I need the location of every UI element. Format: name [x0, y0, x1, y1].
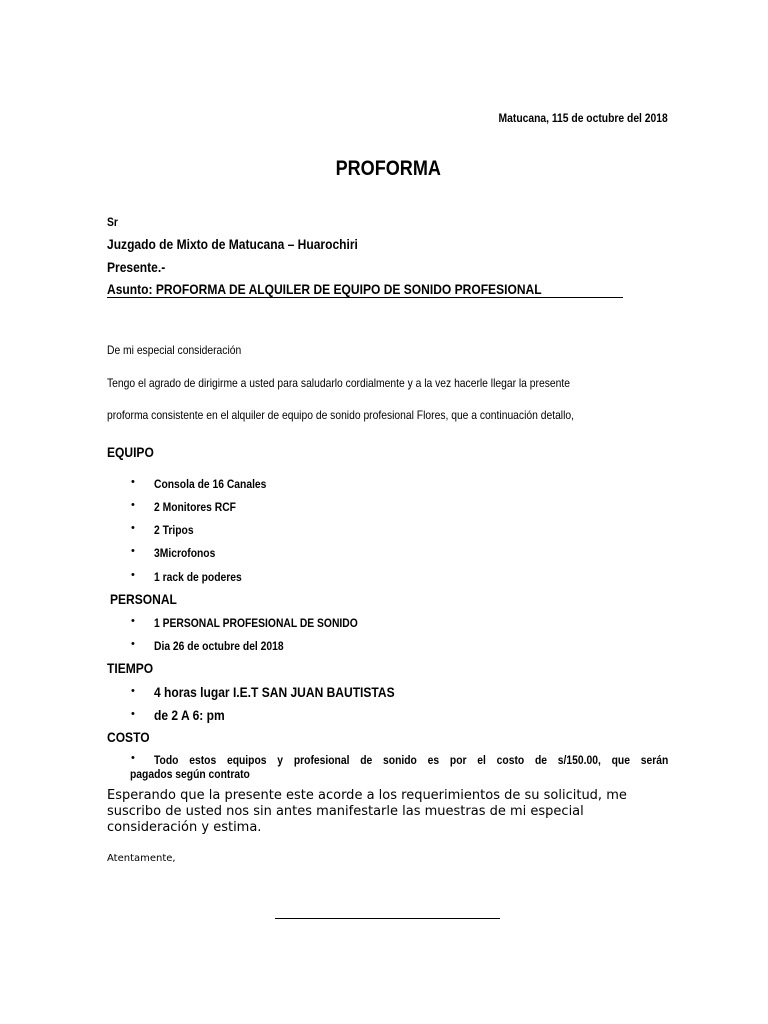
bullet-icon: •	[131, 522, 135, 534]
section-heading-equipo: EQUIPO	[107, 444, 154, 460]
recipient: Juzgado de Mixto de Matucana – Huarochiri	[107, 236, 358, 252]
greeting: De mi especial consideración	[107, 343, 242, 357]
list-item: Consola de 16 Canales	[154, 477, 267, 491]
document-title: PROFORMA	[335, 157, 441, 180]
bullet-icon: •	[131, 476, 135, 488]
list-item: de 2 A 6: pm	[154, 707, 225, 723]
bullet-icon: •	[131, 752, 135, 764]
presente: Presente.-	[107, 259, 166, 275]
list-item: Dia 26 de octubre del 2018	[154, 639, 284, 653]
costo-line-2: pagados según contrato	[130, 767, 250, 781]
costo-line-1: Todo estos equipos y profesional de sonido es por el costo de s/150.00, que serán	[154, 753, 669, 767]
salutation: Sr	[107, 215, 118, 229]
bullet-icon: •	[131, 685, 135, 697]
section-heading-tiempo: TIEMPO	[107, 660, 154, 676]
list-item: 1 PERSONAL PROFESIONAL DE SONIDO	[154, 616, 358, 630]
bullet-icon: •	[131, 499, 135, 511]
section-heading-personal: PERSONAL	[110, 591, 177, 607]
list-item: 4 horas lugar I.E.T SAN JUAN BAUTISTAS	[154, 684, 395, 700]
bullet-icon: •	[131, 708, 135, 720]
section-heading-costo: COSTO	[107, 729, 150, 745]
signature-line	[275, 918, 500, 919]
list-item: 2 Monitores RCF	[154, 500, 236, 514]
bullet-icon: •	[131, 638, 135, 650]
list-item: 1 rack de poderes	[154, 570, 242, 584]
list-item: 3Microfonos	[154, 546, 216, 560]
asunto-line: Asunto: PROFORMA DE ALQUILER DE EQUIPO DE SONIDO PROFESIONAL	[107, 281, 623, 298]
intro-line-2: proforma consistente en el alquiler de equipo de sonido profesional Flores, que a continuación detallo,	[107, 408, 575, 422]
document-date: Matucana, 115 de octubre del 2018	[498, 111, 668, 125]
bullet-icon: •	[131, 615, 135, 627]
bullet-icon: •	[131, 545, 135, 557]
signoff: Atentamente,	[107, 853, 176, 864]
closing-paragraph: Esperando que la presente este acorde a los requerimientos de su solicitud, me suscribo de usted nos sin antes manifestarle las muestras de mi especial consideración y estima.	[107, 788, 627, 835]
list-item: 2 Tripos	[154, 523, 194, 537]
intro-line-1: Tengo el agrado de dirigirme a usted para saludarlo cordialmente y a la vez hacerle llegar la presente	[107, 376, 570, 390]
bullet-icon: •	[131, 569, 135, 581]
